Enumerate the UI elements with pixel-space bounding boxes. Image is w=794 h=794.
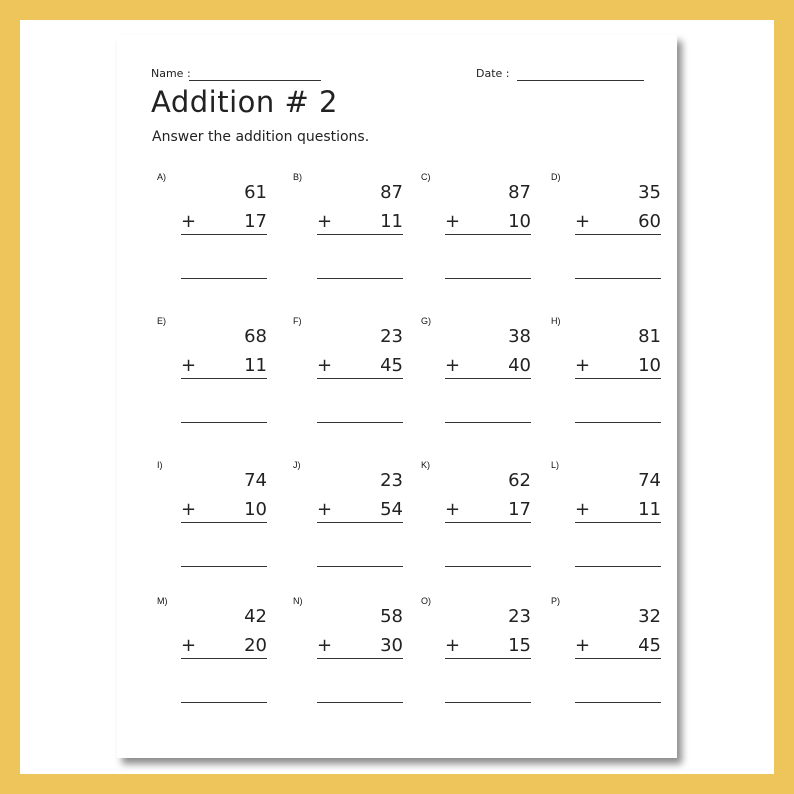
problem-item [551, 596, 661, 716]
problem-label: H) [551, 316, 561, 326]
sum-line [445, 522, 531, 523]
plus-sign: + [317, 355, 333, 376]
answer-blank-line[interactable] [181, 566, 267, 567]
instructions-text: Answer the addition questions. [152, 129, 370, 145]
problem-label: C) [421, 172, 431, 182]
addend-bottom: 17 [508, 499, 531, 520]
problem-item [293, 460, 403, 580]
sum-line [575, 658, 661, 659]
addend-bottom: 10 [244, 499, 267, 520]
addend-bottom: 11 [244, 355, 267, 376]
answer-blank-line[interactable] [445, 278, 531, 279]
addend-bottom: 54 [380, 499, 403, 520]
plus-sign: + [181, 499, 197, 520]
plus-sign: + [317, 211, 333, 232]
problem-label: A) [157, 172, 166, 182]
answer-blank-line[interactable] [181, 422, 267, 423]
addend-bottom: 40 [508, 355, 531, 376]
sum-line [317, 234, 403, 235]
plus-sign: + [317, 635, 333, 656]
addend-bottom: 11 [380, 211, 403, 232]
plus-sign: + [445, 355, 461, 376]
addend-top: 42 [244, 606, 267, 627]
answer-blank-line[interactable] [575, 566, 661, 567]
plus-sign: + [575, 211, 591, 232]
answer-blank-line[interactable] [575, 422, 661, 423]
addend-bottom: 11 [638, 499, 661, 520]
answer-blank-line[interactable] [445, 422, 531, 423]
sum-line [575, 234, 661, 235]
date-blank-line [517, 80, 644, 81]
problem-item [551, 316, 661, 436]
problem-label: M) [157, 596, 168, 606]
answer-blank-line[interactable] [445, 702, 531, 703]
name-blank-line [189, 80, 321, 81]
name-label: Name : [151, 67, 191, 80]
addend-top: 61 [244, 182, 267, 203]
problem-label: F) [293, 316, 302, 326]
answer-blank-line[interactable] [317, 422, 403, 423]
sum-line [317, 522, 403, 523]
addend-top: 74 [638, 470, 661, 491]
problem-label: I) [157, 460, 163, 470]
problem-item [551, 460, 661, 580]
problem-item [157, 172, 267, 292]
addend-top: 35 [638, 182, 661, 203]
addend-top: 87 [380, 182, 403, 203]
sum-line [181, 522, 267, 523]
problem-label: K) [421, 460, 430, 470]
addend-bottom: 10 [508, 211, 531, 232]
date-label: Date : [476, 67, 510, 80]
answer-blank-line[interactable] [575, 278, 661, 279]
sum-line [317, 658, 403, 659]
addend-bottom: 60 [638, 211, 661, 232]
plus-sign: + [181, 635, 197, 656]
sum-line [445, 234, 531, 235]
addend-top: 87 [508, 182, 531, 203]
problem-item [157, 596, 267, 716]
problem-label: E) [157, 316, 166, 326]
addend-top: 38 [508, 326, 531, 347]
plus-sign: + [445, 211, 461, 232]
addend-top: 23 [380, 470, 403, 491]
addend-bottom: 45 [380, 355, 403, 376]
answer-blank-line[interactable] [317, 278, 403, 279]
problem-item [293, 172, 403, 292]
addend-top: 23 [380, 326, 403, 347]
sum-line [575, 522, 661, 523]
worksheet-page [117, 35, 677, 758]
answer-blank-line[interactable] [181, 702, 267, 703]
addend-top: 58 [380, 606, 403, 627]
addend-top: 62 [508, 470, 531, 491]
addend-bottom: 30 [380, 635, 403, 656]
addend-bottom: 17 [244, 211, 267, 232]
sum-line [575, 378, 661, 379]
problem-label: P) [551, 596, 560, 606]
problem-label: D) [551, 172, 561, 182]
addend-bottom: 45 [638, 635, 661, 656]
plus-sign: + [445, 635, 461, 656]
plus-sign: + [575, 355, 591, 376]
addend-top: 81 [638, 326, 661, 347]
sum-line [181, 234, 267, 235]
sum-line [445, 378, 531, 379]
answer-blank-line[interactable] [445, 566, 531, 567]
answer-blank-line[interactable] [181, 278, 267, 279]
plus-sign: + [181, 211, 197, 232]
problem-item [421, 460, 531, 580]
answer-blank-line[interactable] [317, 702, 403, 703]
problem-label: L) [551, 460, 560, 470]
problem-label: N) [293, 596, 303, 606]
sum-line [181, 378, 267, 379]
addend-top: 32 [638, 606, 661, 627]
problem-item [551, 172, 661, 292]
plus-sign: + [317, 499, 333, 520]
plus-sign: + [575, 499, 591, 520]
problem-item [293, 596, 403, 716]
problem-label: O) [421, 596, 431, 606]
problem-label: B) [293, 172, 302, 182]
addend-top: 74 [244, 470, 267, 491]
sum-line [317, 378, 403, 379]
addend-bottom: 10 [638, 355, 661, 376]
problem-item [293, 316, 403, 436]
problem-item [421, 172, 531, 292]
sum-line [181, 658, 267, 659]
problem-label: G) [421, 316, 431, 326]
answer-blank-line[interactable] [575, 702, 661, 703]
worksheet-title: Addition # 2 [151, 85, 338, 119]
addend-bottom: 15 [508, 635, 531, 656]
problem-item [157, 460, 267, 580]
problem-label: J) [293, 460, 301, 470]
plus-sign: + [575, 635, 591, 656]
plus-sign: + [445, 499, 461, 520]
problem-item [421, 596, 531, 716]
problem-item [421, 316, 531, 436]
addend-top: 23 [508, 606, 531, 627]
addend-top: 68 [244, 326, 267, 347]
answer-blank-line[interactable] [317, 566, 403, 567]
addend-bottom: 20 [244, 635, 267, 656]
problem-item [157, 316, 267, 436]
plus-sign: + [181, 355, 197, 376]
sum-line [445, 658, 531, 659]
